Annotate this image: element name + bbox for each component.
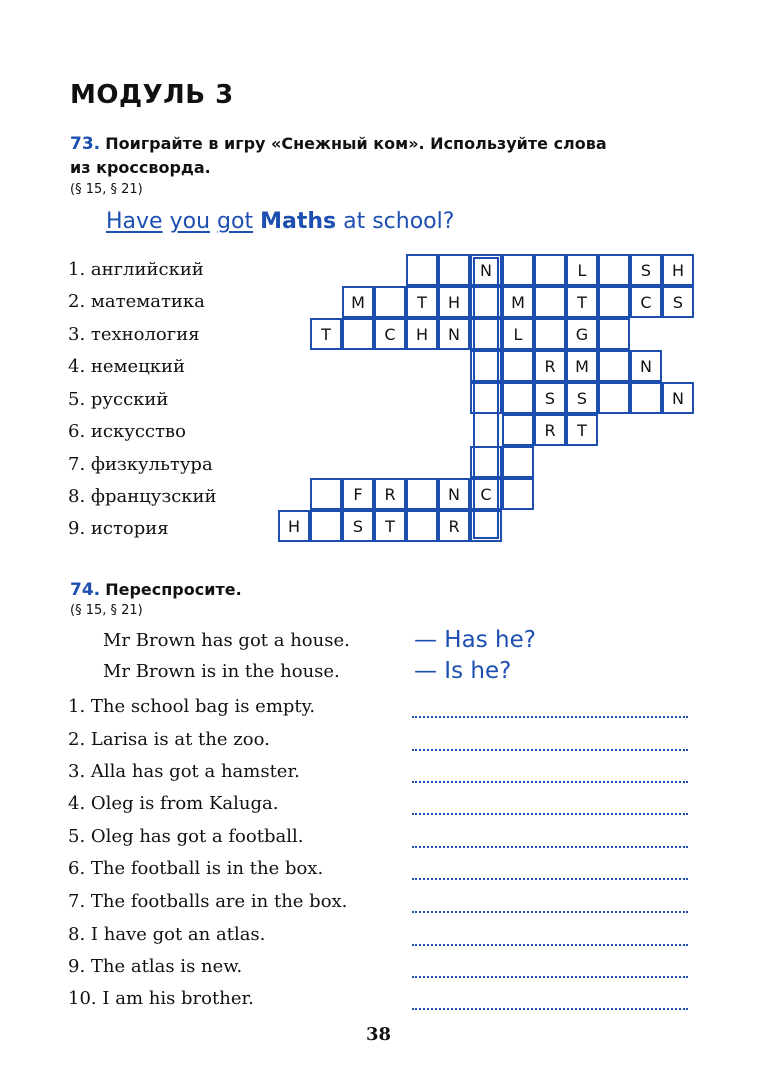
exercise-instruction-line2: из кроссворда. bbox=[70, 158, 211, 177]
crossword-cell[interactable] bbox=[502, 350, 534, 382]
list-item bbox=[68, 729, 270, 750]
item-number: 1. bbox=[68, 696, 86, 717]
answer-line[interactable] bbox=[412, 781, 688, 783]
exercise-73-header bbox=[70, 134, 607, 154]
clue-item: 2. математика bbox=[68, 291, 205, 312]
item-text: The football is in the box. bbox=[90, 858, 324, 879]
crossword-cell[interactable] bbox=[470, 286, 502, 318]
exercise-number: 73. bbox=[70, 134, 101, 154]
item-text: The footballs are in the box. bbox=[90, 891, 348, 912]
example-sentence: Mr Brown is in the house. bbox=[103, 661, 340, 682]
example-answer: — Has he? bbox=[414, 627, 536, 653]
crossword-cell[interactable]: R bbox=[534, 350, 566, 382]
list-item bbox=[68, 761, 300, 782]
answer-line[interactable] bbox=[412, 976, 688, 978]
crossword-cell[interactable] bbox=[534, 254, 566, 286]
module-title: МОДУЛЬ 3 bbox=[70, 80, 234, 110]
item-number: 10. bbox=[68, 988, 97, 1009]
item-number: 3. bbox=[68, 761, 86, 782]
crossword-cell[interactable] bbox=[598, 318, 630, 350]
crossword-cell[interactable] bbox=[598, 382, 630, 414]
clue-item: 8. французский bbox=[68, 486, 217, 507]
list-item bbox=[68, 858, 323, 879]
clue-item: 3. технология bbox=[68, 324, 200, 345]
clue-item: 4. немецкий bbox=[68, 356, 186, 377]
crossword-cell[interactable] bbox=[534, 318, 566, 350]
crossword-cell[interactable]: L bbox=[566, 254, 598, 286]
crossword-cell[interactable]: M bbox=[566, 350, 598, 382]
item-text: I am his brother. bbox=[102, 988, 254, 1009]
exercise-74-header bbox=[70, 580, 242, 600]
exercise-instruction-line1: Поиграйте в игру «Снежный ком». Используйте слова bbox=[105, 134, 607, 153]
crossword-cell[interactable] bbox=[502, 382, 534, 414]
crossword-cell[interactable] bbox=[534, 286, 566, 318]
crossword-cell[interactable]: S bbox=[662, 286, 694, 318]
crossword-cell[interactable]: N bbox=[662, 382, 694, 414]
crossword-cell[interactable]: R bbox=[534, 414, 566, 446]
list-item bbox=[68, 956, 242, 977]
heading-word: at school? bbox=[343, 209, 455, 234]
item-text: Oleg is from Kaluga. bbox=[90, 793, 279, 814]
crossword-cell[interactable]: M bbox=[502, 286, 534, 318]
crossword-cell[interactable]: T bbox=[566, 414, 598, 446]
item-number: 5. bbox=[68, 826, 86, 847]
exercise-heading bbox=[106, 209, 454, 234]
exercise-refs: (§ 15, § 21) bbox=[70, 182, 143, 197]
crossword-cell[interactable]: N bbox=[630, 350, 662, 382]
answer-line[interactable] bbox=[412, 846, 688, 848]
item-text: The school bag is empty. bbox=[90, 696, 316, 717]
crossword-cell[interactable]: R bbox=[374, 478, 406, 510]
crossword-cell[interactable] bbox=[630, 382, 662, 414]
crossword-cell[interactable] bbox=[310, 478, 342, 510]
crossword-cell[interactable]: G bbox=[566, 318, 598, 350]
item-number: 2. bbox=[68, 729, 86, 750]
answer-line[interactable] bbox=[412, 716, 688, 718]
crossword-cell[interactable] bbox=[502, 414, 534, 446]
answer-line[interactable] bbox=[412, 1008, 688, 1010]
clue-item: 5. русский bbox=[68, 389, 169, 410]
list-item bbox=[68, 826, 303, 847]
exercise-refs: (§ 15, § 21) bbox=[70, 603, 143, 618]
crossword-cell[interactable] bbox=[470, 382, 502, 414]
crossword-cell[interactable]: C bbox=[630, 286, 662, 318]
crossword-cell[interactable]: M bbox=[342, 286, 374, 318]
crossword-cell[interactable] bbox=[470, 350, 502, 382]
crossword-cell[interactable] bbox=[598, 286, 630, 318]
heading-word: you bbox=[169, 209, 211, 234]
item-number: 9. bbox=[68, 956, 86, 977]
item-number: 7. bbox=[68, 891, 86, 912]
exercise-number: 74. bbox=[70, 580, 101, 600]
clue-item: 1. английский bbox=[68, 259, 204, 280]
page-number: 38 bbox=[366, 1024, 392, 1045]
crossword-cell[interactable] bbox=[438, 254, 470, 286]
crossword-cell[interactable] bbox=[406, 510, 438, 542]
crossword-cell[interactable]: F bbox=[342, 478, 374, 510]
crossword-cell[interactable]: L bbox=[502, 318, 534, 350]
crossword-cell[interactable] bbox=[598, 350, 630, 382]
crossword-cell[interactable]: C bbox=[374, 318, 406, 350]
heading-word: Have bbox=[106, 209, 163, 234]
crossword-cell[interactable] bbox=[502, 446, 534, 478]
clue-item: 6. искусство bbox=[68, 421, 186, 442]
crossword-cell[interactable] bbox=[598, 254, 630, 286]
item-text: Oleg has got a football. bbox=[90, 826, 304, 847]
crossword-cell[interactable]: T bbox=[374, 510, 406, 542]
crossword-cell[interactable]: H bbox=[438, 286, 470, 318]
crossword-cell[interactable] bbox=[406, 254, 438, 286]
example-answer: — Is he? bbox=[414, 658, 512, 684]
crossword-cell[interactable]: C bbox=[470, 478, 502, 510]
list-item bbox=[68, 924, 265, 945]
example-sentence: Mr Brown has got a house. bbox=[103, 630, 350, 651]
answer-line[interactable] bbox=[412, 749, 688, 751]
answer-line[interactable] bbox=[412, 813, 688, 815]
list-item bbox=[68, 891, 347, 912]
crossword-cell[interactable] bbox=[470, 510, 502, 542]
item-text: I have got an atlas. bbox=[90, 924, 266, 945]
crossword-cell[interactable]: H bbox=[406, 318, 438, 350]
item-text: Alla has got a hamster. bbox=[90, 761, 300, 782]
heading-word: Maths bbox=[260, 209, 337, 234]
heading-word: got bbox=[217, 209, 254, 234]
crossword-cell[interactable]: S bbox=[566, 382, 598, 414]
crossword-cell[interactable] bbox=[470, 318, 502, 350]
list-item bbox=[68, 696, 315, 717]
crossword-cell[interactable] bbox=[342, 318, 374, 350]
keyword-column bbox=[473, 257, 499, 539]
crossword-cell[interactable]: T bbox=[310, 318, 342, 350]
crossword-cell[interactable] bbox=[502, 478, 534, 510]
crossword-cell[interactable] bbox=[406, 478, 438, 510]
exercise-instruction: Переспросите. bbox=[105, 580, 242, 599]
clue-item: 9. история bbox=[68, 518, 169, 539]
crossword-cell[interactable]: S bbox=[630, 254, 662, 286]
item-number: 4. bbox=[68, 793, 86, 814]
answer-line[interactable] bbox=[412, 878, 688, 880]
crossword-cell[interactable]: T bbox=[406, 286, 438, 318]
list-item bbox=[68, 793, 278, 814]
crossword-cell[interactable] bbox=[502, 254, 534, 286]
crossword-cell[interactable]: S bbox=[342, 510, 374, 542]
list-item bbox=[68, 988, 254, 1009]
crossword-cell[interactable]: N bbox=[470, 254, 502, 286]
item-text: The atlas is new. bbox=[90, 956, 243, 977]
crossword-cell[interactable]: S bbox=[534, 382, 566, 414]
crossword-cell[interactable]: T bbox=[566, 286, 598, 318]
answer-line[interactable] bbox=[412, 911, 688, 913]
crossword-cell[interactable]: N bbox=[438, 318, 470, 350]
crossword-cell[interactable]: H bbox=[662, 254, 694, 286]
clue-item: 7. физкультура bbox=[68, 454, 213, 475]
answer-line[interactable] bbox=[412, 944, 688, 946]
crossword-cell[interactable] bbox=[310, 510, 342, 542]
item-number: 6. bbox=[68, 858, 86, 879]
crossword-cell[interactable]: N bbox=[438, 478, 470, 510]
item-number: 8. bbox=[68, 924, 86, 945]
crossword-cell[interactable] bbox=[470, 446, 502, 478]
crossword-cell[interactable] bbox=[374, 286, 406, 318]
item-text: Larisa is at the zoo. bbox=[90, 729, 270, 750]
crossword-cell[interactable]: H bbox=[278, 510, 310, 542]
crossword-cell[interactable]: R bbox=[438, 510, 470, 542]
